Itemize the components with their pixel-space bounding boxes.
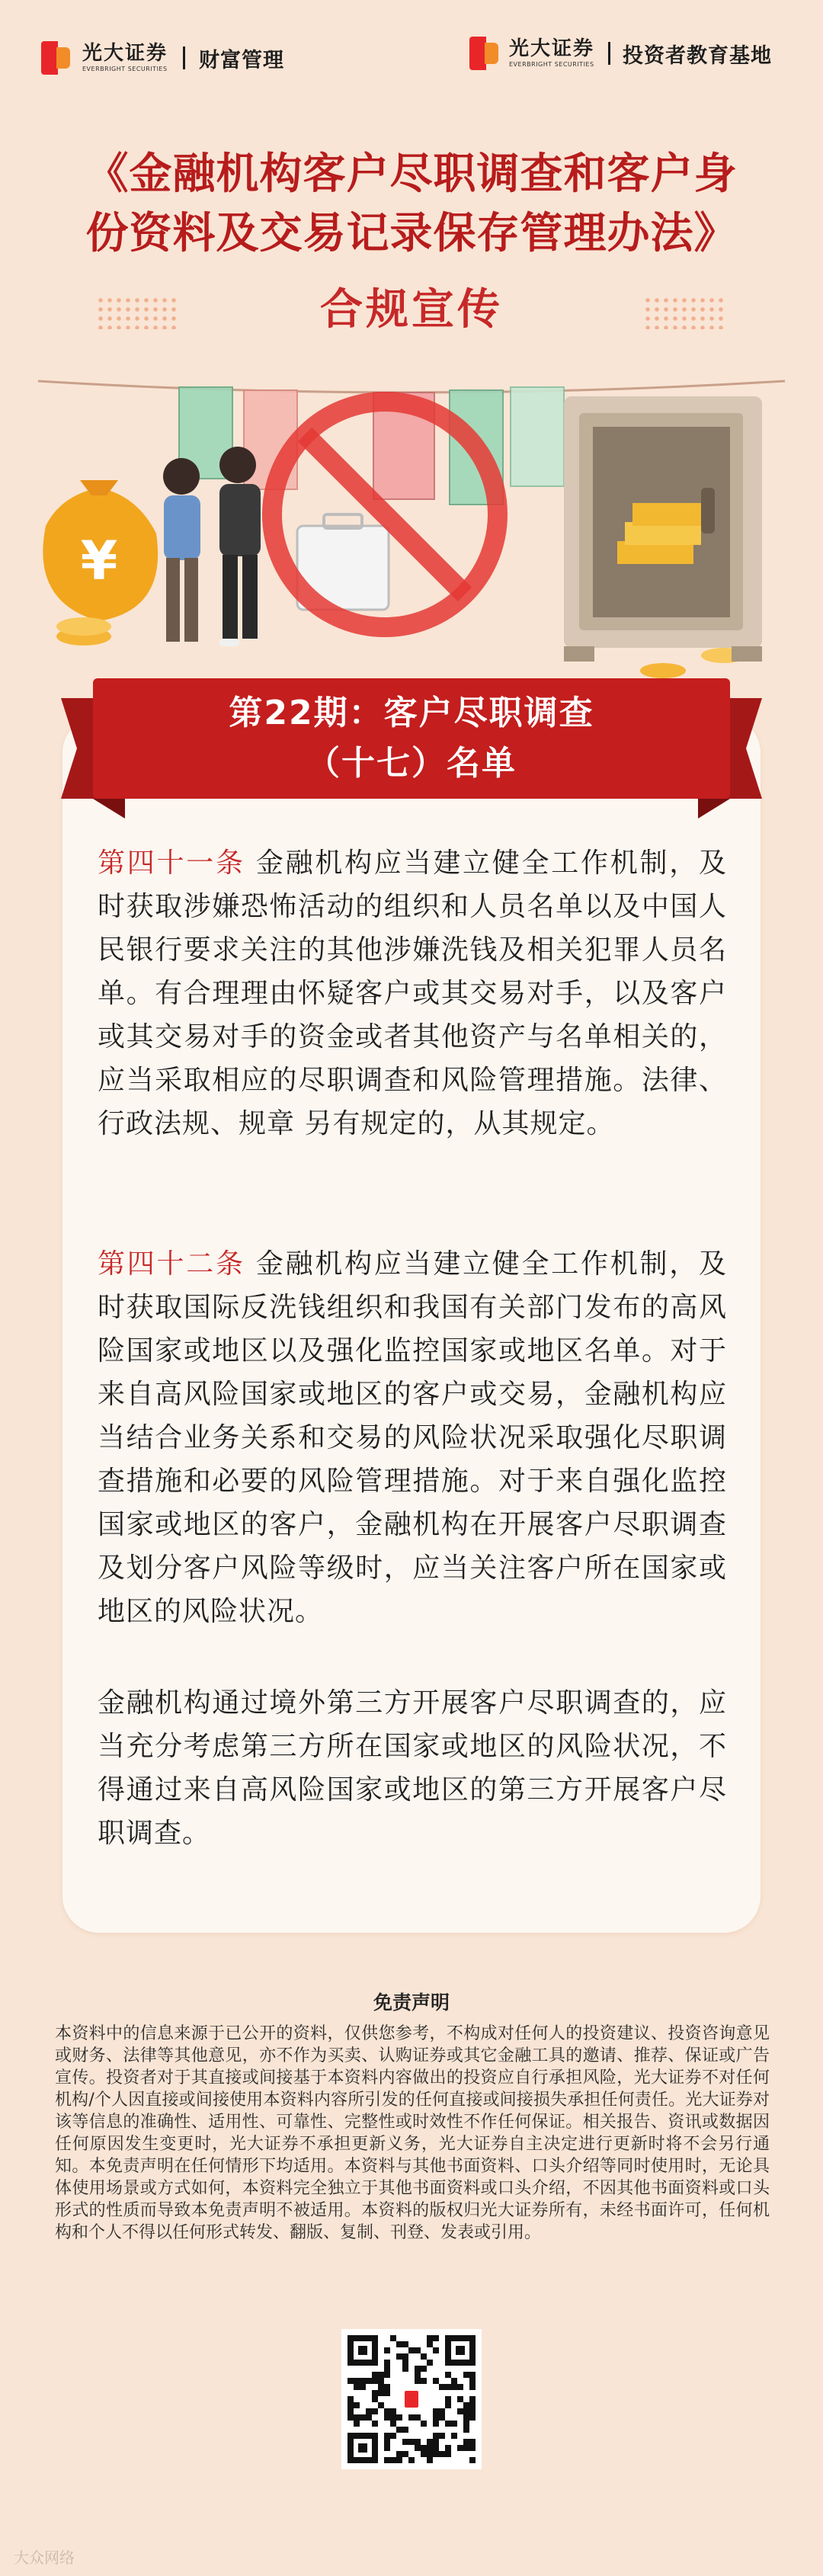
article-41-label: 第四十一条 [98, 847, 245, 879]
issue-banner [93, 678, 730, 799]
issue-banner-line-1: 第22期：客户尽职调查 [229, 694, 594, 732]
money-bag-icon [43, 480, 158, 621]
logo-subtitle-wealth: 财富管理 [199, 48, 285, 72]
logo-name-en: EVERBRIGHT SECURITIES [509, 61, 594, 68]
svg-text:¥: ¥ [80, 530, 118, 592]
everbright-logo-icon [41, 41, 72, 75]
logo-divider [608, 42, 610, 65]
page-title-line-2: 份资料及交易记录保存管理办法》 [85, 209, 738, 258]
logo-name-cn: 光大证券 [82, 42, 168, 65]
disclaimer-body: 本资料中的信息来源于已公开的资料，仅供您参考，不构成对任何人的投资建议、投资咨询意见或财务、法律等其他意见，亦不作为买卖、认购证券或其它金融工具的邀请、推荐、保证或广告宣传。投资者对于其直接或间接基于本资料内容做出的投资应自行承担风险，光大证券不对任何机构/个人因直接或间接使用本资料内容所引发的任何直接或间接损失承担任何责任。光大证券对该等信息的准确性、适用性、可靠性、完整性或时效性不作任何保证。相关报告、资讯或数据因任何原因发生变更时，光大证券不承担更新义务，光大证券自主决定进行更新时将不会另行通知。本免责声明在任何情形下均适用。本资料与其他书面资料、口头介绍等同时使用时，无论具体使用场景或方式如何，本资料完全独立于其他书面资料或口头介绍，不因其他书面资料或口头形式的性质而导致本免责声明不被适用。本资料的版权归光大证券所有，未经书面许可，任何机构和个人不得以任何形式转发、翻版、复制、刊登、发表或引用。 [55, 2024, 770, 2242]
safe-icon [564, 396, 762, 662]
article-41 [98, 841, 727, 1145]
qr-code [341, 2329, 482, 2469]
logo-name-en: EVERBRIGHT SECURITIES [82, 66, 168, 72]
article-41-text: 金融机构应当建立健全工作机制，及时获取涉嫌恐怖活动的组织和人员名单以及中国人民银行要求关注的其他涉嫌洗钱及相关犯罪人员名单。有合理理由怀疑客户或其交易对手，以及客户或其交易对手的资金或者其他资产与名单相关的，应当采取相应的尽职调查和风险管理措施。法律、行政法规、规章 另有规定的，从其规定。 [98, 847, 727, 1139]
article-42-text: 金融机构应当建立健全工作机制，及时获取国际反洗钱组织和我国有关部门发布的高风险国家或地区以及强化监控国家或地区名单。对于来自高风险国家或地区的客户或交易，金融机构应当结合业务关系和交易的风险状况采取强化尽职调查措施和必要的风险管理措施。对于来自强化监控国家或地区的客户，金融机构在开展客户尽职调查及划分客户风险等级时，应当关注客户所在国家或地区的风险状况。 [98, 1248, 727, 1627]
everbright-logo-wealth [41, 41, 284, 75]
page-subtitle: 合规宣传 [320, 285, 503, 335]
logo-divider [183, 46, 185, 69]
logo-name-cn: 光大证券 [509, 37, 595, 60]
article-42-label: 第四十二条 [98, 1248, 245, 1280]
anti-money-laundering-illustration [15, 351, 808, 709]
page-title [0, 145, 823, 264]
article-42 [98, 1242, 727, 1633]
page-title-line-1: 《金融机构客户尽职调查和客户身 [85, 149, 738, 199]
article-42-paragraph-2-text: 金融机构通过境外第三方开展客户尽职调查的，应当充分考虑第三方所在国家或地区的风险状况，不得通过来自高风险国家或地区的第三方开展客户尽职调查。 [98, 1687, 727, 1849]
everbright-logo-icon [469, 37, 500, 70]
issue-banner-line-2: （十七）名单 [306, 744, 517, 783]
disclaimer-title: 免责声明 [373, 1991, 450, 2014]
qr-center-logo-icon [399, 2387, 424, 2411]
article-42-paragraph-2 [98, 1681, 727, 1855]
logo-subtitle-education: 投资者教育基地 [623, 43, 773, 68]
watermark: 大众网络 [14, 2549, 75, 2567]
everbright-logo-education [469, 37, 772, 70]
